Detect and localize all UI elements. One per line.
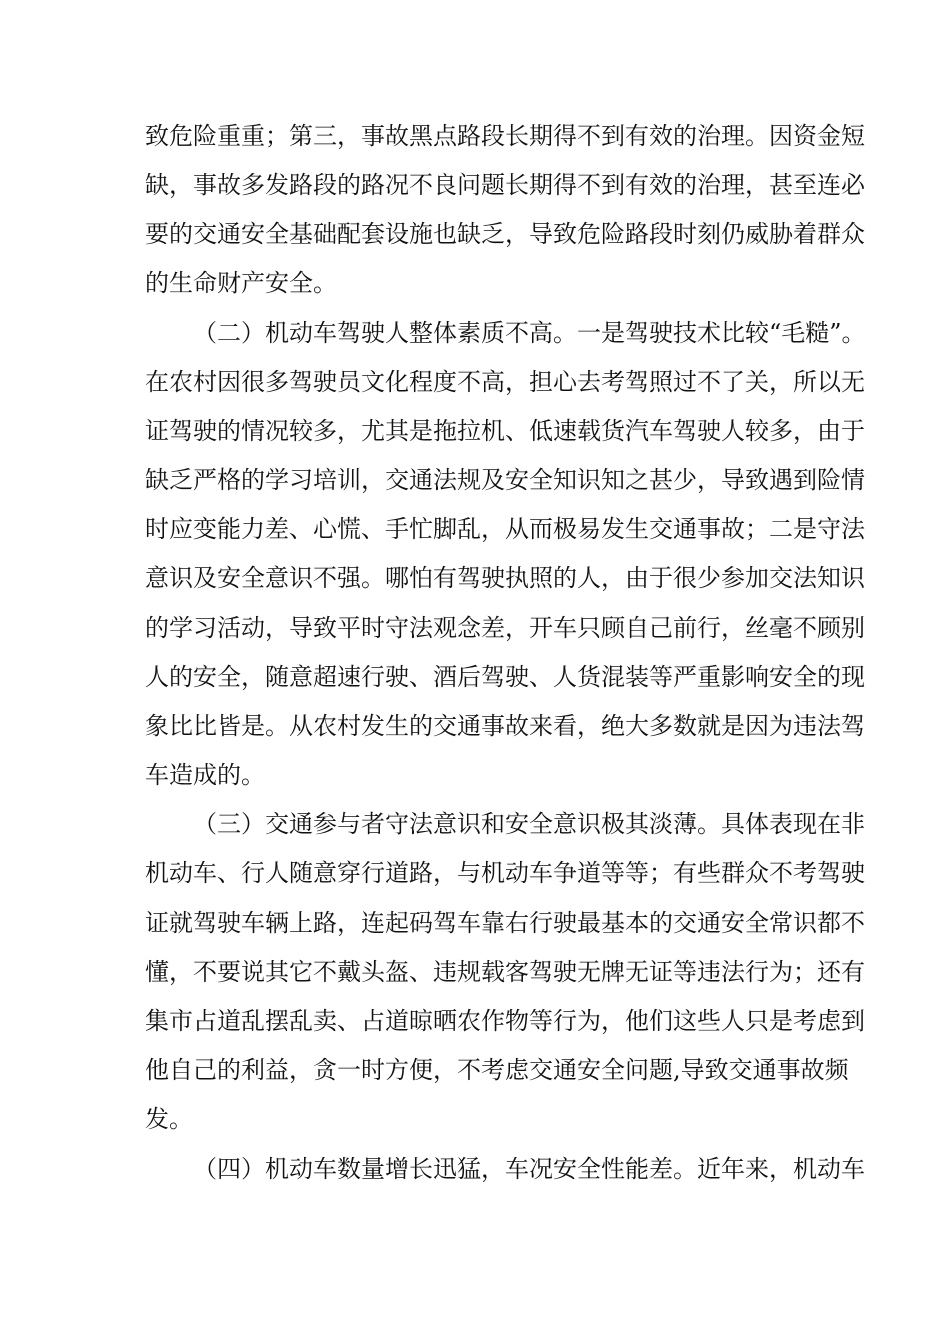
text-line: 要的交通安全基础配套设施也缺乏，导致危险路段时刻仍威胁着群众 — [145, 220, 865, 248]
text-line: 懂，不要说其它不戴头盔、违规载客驾驶无牌无证等违法行为；还有 — [145, 958, 865, 986]
paragraph-heading-line: （二）机动车驾驶人整体素质不高。一是驾驶技术比较“毛糙”。 — [193, 319, 866, 347]
text-line: 证就驾驶车辆上路，连起码驾车靠右行驶最基本的交通安全常识都不 — [145, 909, 865, 937]
text-line: 集市占道乱摆乱卖、占道晾晒农作物等行为，他们这些人只是考虑到 — [145, 1007, 865, 1035]
text-line: 意识及安全意识不强。哪怕有驾驶执照的人，由于很少参加交法知识 — [145, 564, 865, 592]
text-line: 车造成的。 — [145, 761, 265, 789]
text-line: 他自己的利益，贪一时方便，不考虑交通安全问题,导致交通事故频 — [145, 1056, 849, 1084]
text-line: 缺乏严格的学习培训，交通法规及安全知识知之甚少，导致遇到险情 — [145, 466, 865, 494]
text-line: 的生命财产安全。 — [145, 269, 337, 297]
text-line: 机动车、行人随意穿行道路，与机动车争道等等；有些群众不考驾驶 — [145, 859, 865, 887]
text-line: 在农村因很多驾驶员文化程度不高，担心去考驾照过不了关，所以无 — [145, 368, 865, 396]
text-line: 缺，事故多发路段的路况不良问题长期得不到有效的治理，甚至连必 — [145, 171, 865, 199]
paragraph-heading-line: （四）机动车数量增长迅猛，车况安全性能差。近年来，机动车 — [193, 1155, 865, 1183]
text-line: 致危险重重；第三，事故黑点路段长期得不到有效的治理。因资金短 — [145, 122, 865, 150]
text-line: 的学习活动，导致平时守法观念差，开车只顾自己前行，丝毫不顾别 — [145, 614, 865, 642]
paragraph-heading-line: （三）交通参与者守法意识和安全意识极其淡薄。具体表现在非 — [193, 810, 865, 838]
text-line: 证驾驶的情况较多，尤其是拖拉机、低速载货汽车驾驶人较多，由于 — [145, 417, 865, 445]
text-line: 时应变能力差、心慌、手忙脚乱，从而极易发生交通事故；二是守法 — [145, 515, 865, 543]
text-line: 人的安全，随意超速行驶、酒后驾驶、人货混装等严重影响安全的现 — [145, 663, 865, 691]
text-line: 象比比皆是。从农村发生的交通事故来看，绝大多数就是因为违法驾 — [145, 712, 865, 740]
text-line: 发。 — [145, 1105, 193, 1133]
